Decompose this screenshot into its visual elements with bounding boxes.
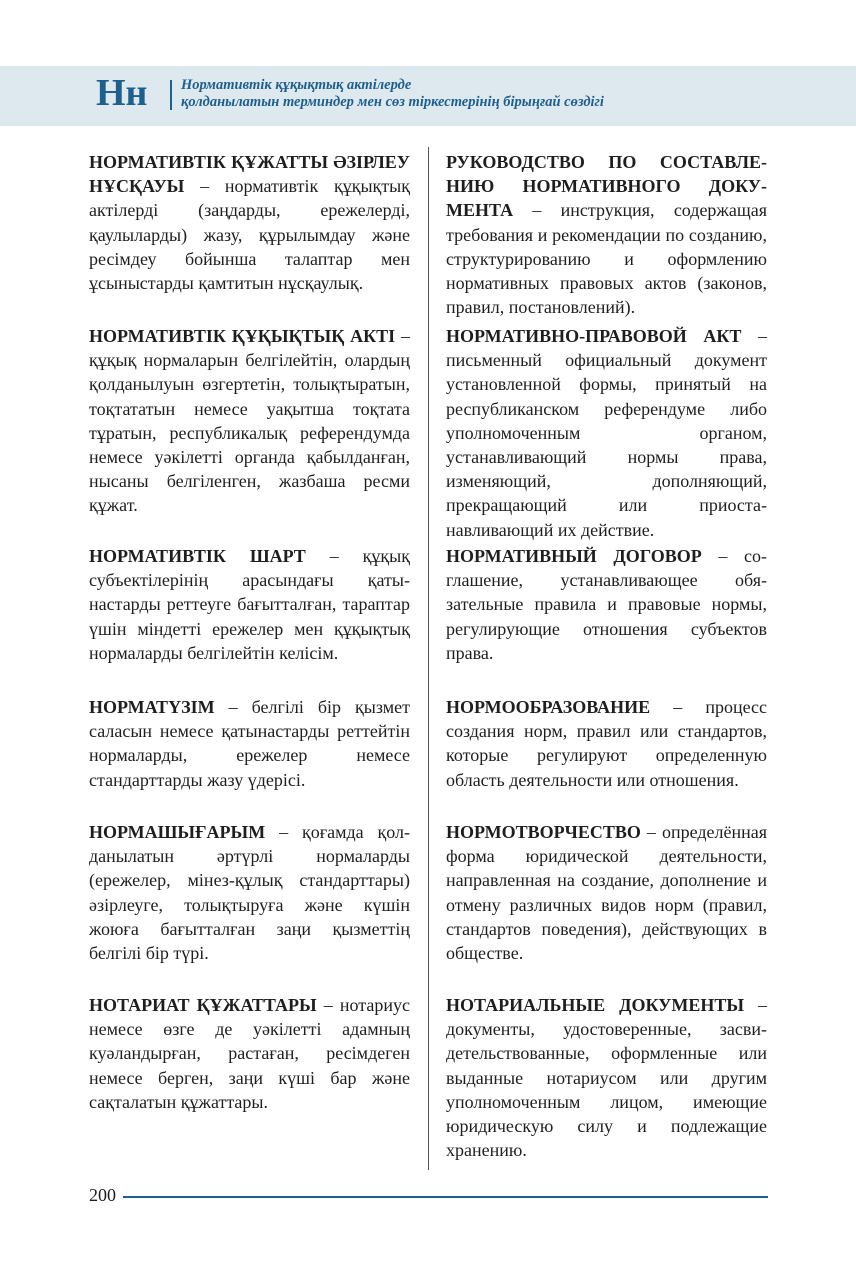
page-number: 200 <box>89 1185 116 1205</box>
entry-term: НОТАРИАЛЬНЫЕ ДОКУМЕНТЫ <box>446 995 745 1015</box>
entry-definition: – процесс создания норм, правил или стандартов, которые регулируют определенную область деятельности или отношения. <box>446 697 767 790</box>
dictionary-entry <box>89 324 410 518</box>
running-header-line-2: қолданылатын терминдер мен сөз тіркестерінің бірыңғай сөздігі <box>181 94 604 110</box>
column-divider <box>428 147 429 1170</box>
dictionary-entry <box>446 820 767 965</box>
dictionary-entry <box>89 820 410 965</box>
entry-definition: – белгілі бір қызмет саласын немесе қатынастарды реттейтін нормаларды, ережелер немесе стандарттарды жазу үдерісі. <box>89 697 410 790</box>
entry-definition: – инструкция, содержащая требования и рекомендации по созданию, структурированию и оформлению нормативных правовых актов (законов, правил, постановлений). <box>446 200 767 318</box>
entry-definition: – құқық субъектілерінің арасындағы қатынастарды реттеуге бағытталған, тараптар үшін міндетті ережелер мен құқықтық нормаларды белгілейтін келісім. <box>89 546 410 663</box>
entry-definition: – нормативтік құқықтық актілерді (заңдарды, ережелерді, қаулыларды) жазу, құрылымдау және ресімдеу бойынша талаптар мен ұсыныстарды қамтитын нұсқаулық. <box>89 176 410 294</box>
entry-term: РУКОВОДСТВО ПО СОСТАВЛЕНИЮ НОРМАТИВНОГО ДОКУМЕНТА <box>446 152 767 221</box>
entry-definition: – письменный официальный документ установленной формы, принятый на республиканском референдуме либо уполномоченным органом, устанавливающий нормы права, изменяющий, дополняющий, прекращающий или приостанавливающий их действие. <box>446 326 767 540</box>
dictionary-entry <box>446 993 767 1162</box>
entry-definition: – документы, удостоверенные, засвидетельствованные, оформленные или выданные нотариусом или другим уполномоченным лицом, имеющие юридическую силу и подлежащие хранению. <box>446 995 767 1161</box>
dictionary-entry <box>89 695 410 792</box>
entry-term: НОРМАТИВНО-ПРАВОВОЙ АКТ <box>446 326 742 346</box>
entry-term: НОРМАТИВНЫЙ ДОГОВОР <box>446 546 702 566</box>
entry-definition: – определённая форма юридической деятельности, направленная на создание, дополнение и отмену различных видов норм (правил, стандартов поведения), действующих в обществе. <box>446 822 767 964</box>
entry-definition: – соглашение, устанавливающее обязательные правила и правовые нормы, регулирующие отношения субъектов права. <box>446 546 767 663</box>
entry-term: НОТАРИАТ ҚҰЖАТТАРЫ <box>89 995 317 1015</box>
dictionary-entry <box>89 993 410 1114</box>
entry-definition: – құқық нормаларын белгілейтін, олардың қолданылуын өзгертетін, толықтыратын, тоқтататын немесе уақытша тоқтата тұратын, республикалық референдумда немесе уәкілетті органда қабылданған, нысаны белгіленген, жазбаша ресми құжат. <box>89 326 410 516</box>
entry-term: НОРМАТИВТІК ҚҰҚЫҚТЫҚ АКТІ <box>89 326 396 346</box>
entry-term: НОРМОТВОРЧЕСТВО <box>446 822 641 842</box>
entry-definition: – қоғамда қолданылатын әртүрлі нормаларды (ережелер, мінез-құлық стандарттары) әзірлеуге, толықтыруға және күшін жоюға бағытталған заңи қызметтің белгілі бір түрі. <box>89 822 410 964</box>
running-header-title <box>181 77 801 111</box>
entry-term: НОРМООБРАЗОВАНИЕ <box>446 697 651 717</box>
entry-term: НОРМАТИВТІК ҚҰЖАТТЫ ӘЗІРЛЕУ НҰСҚАУЫ <box>89 152 410 197</box>
entry-term: НОРМАТҮЗІМ <box>89 697 215 717</box>
running-header-line-1: Нормативтік құқықтық актілерде <box>181 77 412 93</box>
dictionary-entry <box>89 544 410 665</box>
entry-definition: – нотариус немесе өзге де уәкілетті адамның куәландырған, растаған, ресімдеген немесе берген, заңи күші бар және сақталатын құжаттары. <box>89 995 410 1112</box>
section-letter: Нн <box>96 72 148 114</box>
footer-rule <box>123 1196 768 1198</box>
entry-term: НОРМАШЫҒАРЫМ <box>89 822 266 842</box>
dictionary-entry <box>446 544 767 665</box>
dictionary-entry <box>446 324 767 542</box>
header-divider <box>170 80 172 110</box>
dictionary-entry <box>89 150 410 295</box>
entry-term: НОРМАТИВТІК ШАРТ <box>89 546 306 566</box>
dictionary-entry <box>446 695 767 792</box>
dictionary-entry <box>446 150 767 319</box>
